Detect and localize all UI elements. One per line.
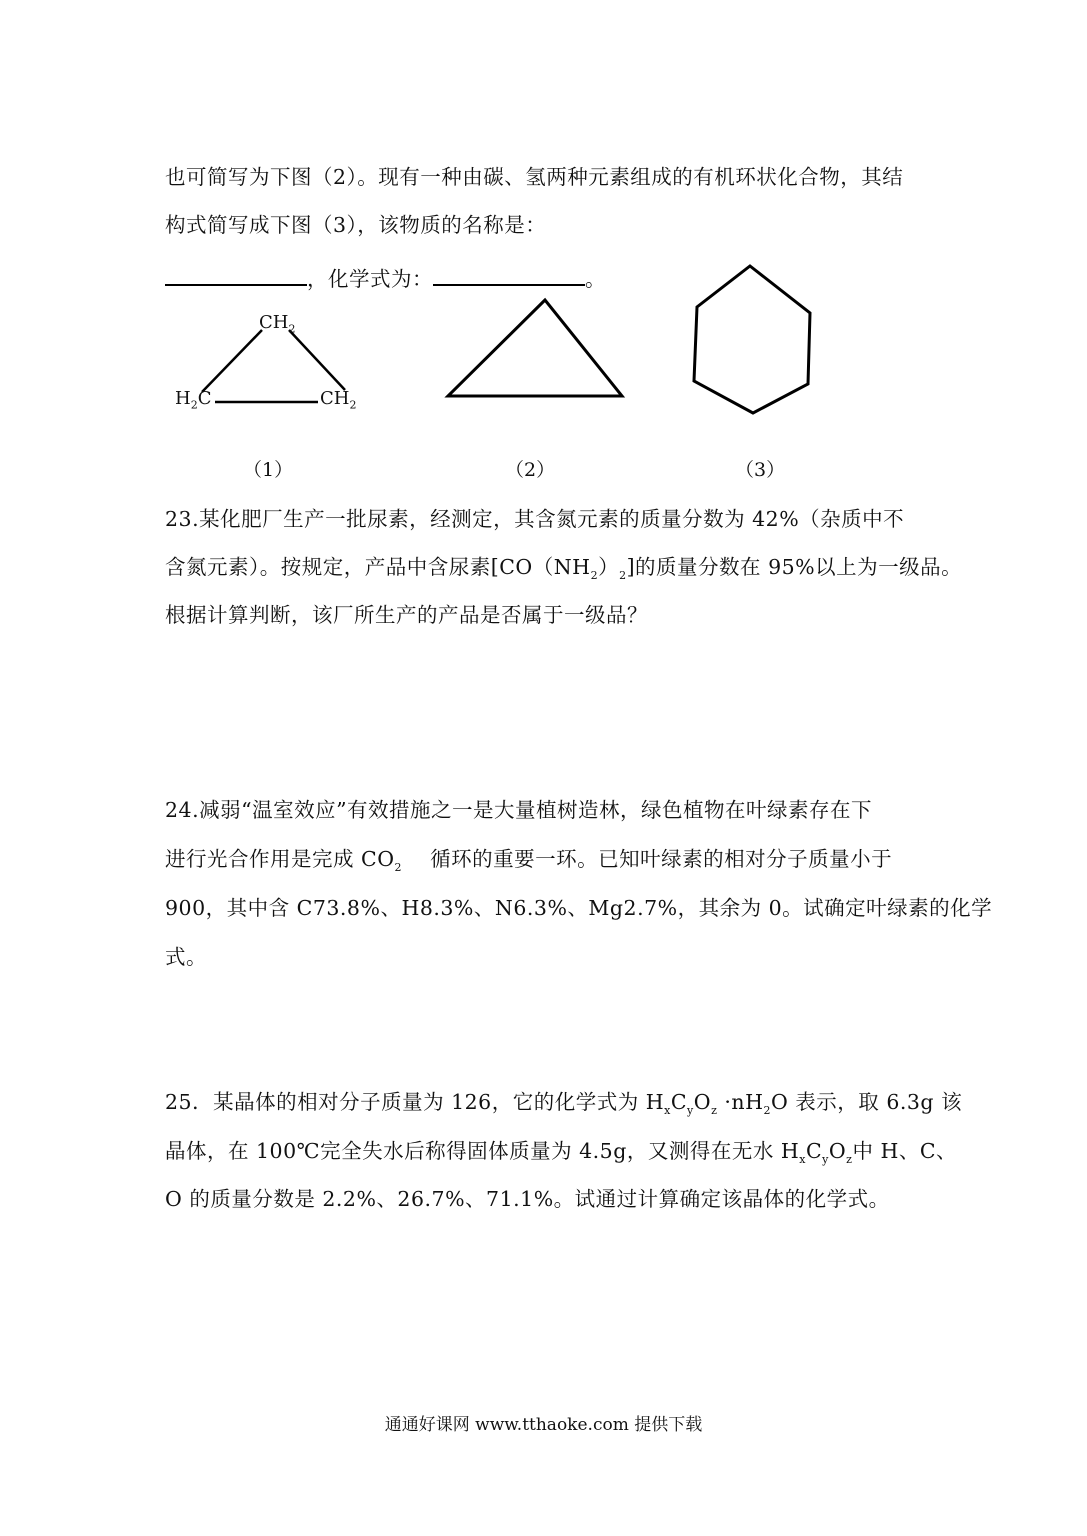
- q24-line-2: 进行光合作用是完成 $CO_2$ 循环的重要一环。已知叶绿素的相对分子质量小于: [165, 847, 893, 875]
- q24-line-3: 900，其中含 C73.8%、H8.3%、N6.3%、Mg2.7%，其余为 0。试确定叶绿素的化学: [165, 896, 993, 920]
- caption-1: （1）: [243, 459, 294, 481]
- q25-line-3: O 的质量分数是 2.2%、26.7%、71.1%。试通过计算确定该晶体的化学式。: [165, 1187, 890, 1211]
- bond-top-left: [202, 330, 262, 392]
- q23-line-3: 根据计算判断，该厂所生产的产品是否属于一级品？: [165, 603, 648, 627]
- ch2-right-label: $CH_2$: [320, 388, 357, 412]
- q25-line-2: 晶体，在 100℃完全失水后称得固体质量为 4.5g，又测得在无水 $H_xC_yO_z$中 H、C、: [165, 1139, 958, 1167]
- q25-line-1: 25．某晶体的相对分子质量为 126，它的化学式为 $H_xC_yO_z \cdot nH_2O$ 表示，取 6.3g 该: [165, 1090, 963, 1118]
- answer-end: 。: [585, 267, 606, 291]
- h2c-left-label: $H_2C$: [175, 388, 212, 412]
- bond-top-right: [289, 330, 345, 390]
- q23-line-1: 23.某化肥厂生产一批尿素，经测定，其含氮元素的质量分数为 42%（杂质中不: [165, 507, 905, 531]
- intro-line-1: 也可简写为下图（2）。现有一种由碳、氢两种元素组成的有机环状化合物，其结: [165, 165, 904, 189]
- q24-line-1: 24.减弱“温室效应”有效措施之一是大量植树造林，绿色植物在叶绿素存在下: [165, 798, 873, 822]
- intro-line-2: 构式简写成下图（3），该物质的名称是：: [165, 213, 547, 237]
- hexagon-skeleton: [694, 266, 810, 413]
- page-footer: 通通好课网 www.tthaoke.com 提供下载: [384, 1415, 703, 1435]
- ch2-top-label: $CH_2$: [259, 312, 296, 336]
- formula-prompt: ，化学式为：: [307, 267, 433, 291]
- caption-3: （3）: [735, 459, 786, 481]
- triangle-skeleton: [448, 300, 622, 396]
- q23-line-2: 含氮元素）。按规定，产品中含尿素$[CO(NH_2)_2]$的质量分数在 95%以上为一级品。: [165, 555, 963, 583]
- q24-line-4: 式。: [165, 945, 207, 969]
- caption-2: （2）: [505, 459, 556, 481]
